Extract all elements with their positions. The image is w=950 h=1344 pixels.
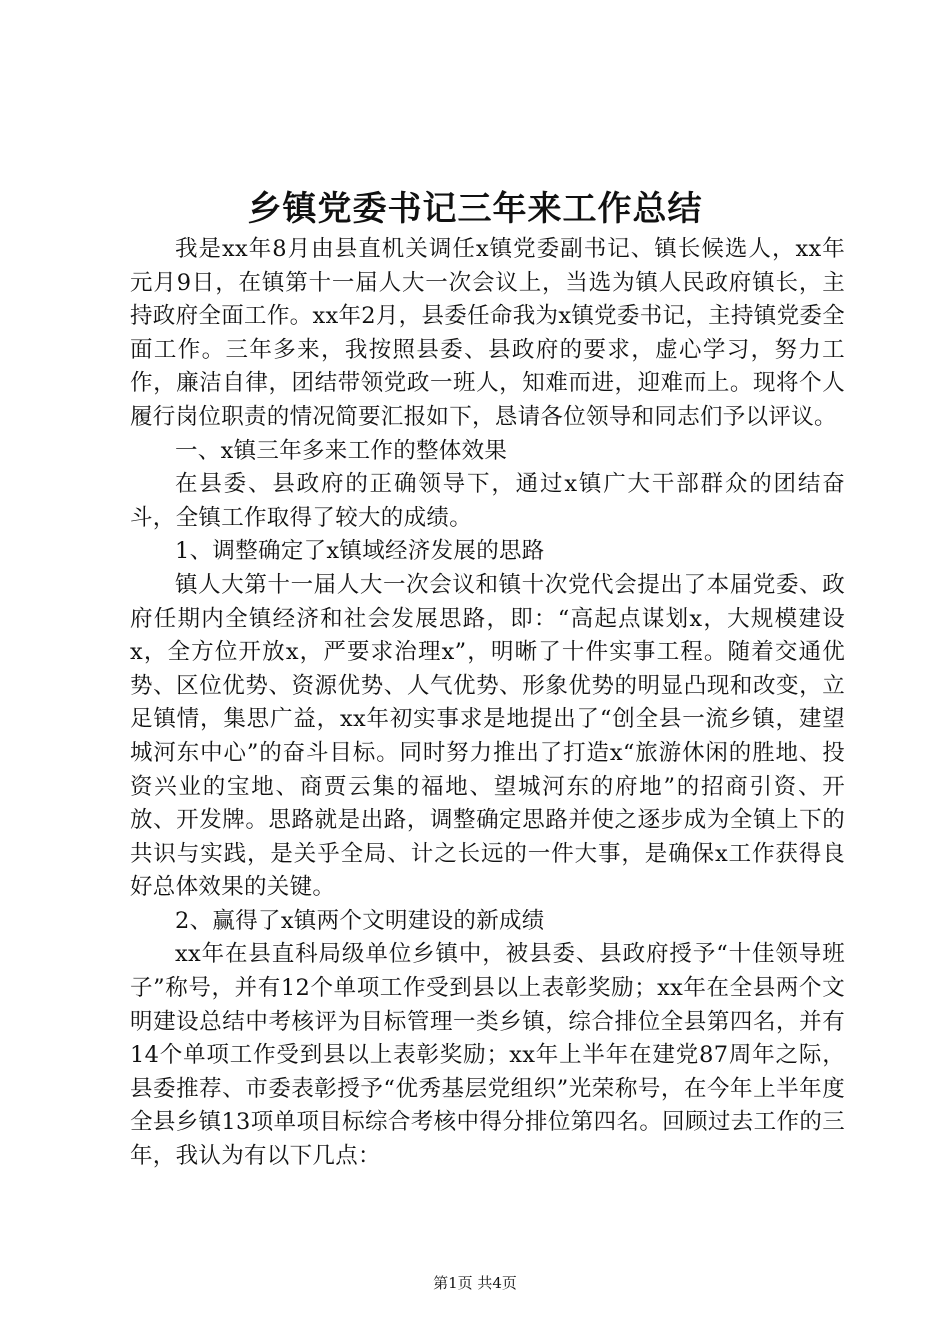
- development-ideas-paragraph: 镇人大第十一届人大一次会议和镇十次党代会提出了本届党委、政府任期内全镇经济和社会发展思路，即：“高起点谋划x，大规模建设x，全方位开放x，严要求治理x”，明晰了十件实事工程。随着交通优势、区位优势、资源优势、人气优势、形象优势的明显凸现和改变，立足镇情，集思广益，xx年初实事求是地提出了“创全县一流乡镇，建望城河东中心”的奋斗目标。同时努力推出了打造x“旅游休闲的胜地、投资兴业的宝地、商贾云集的福地、望城河东的府地”的招商引资、开放、开发牌。思路就是出路，调整确定思路并使之逐步成为全镇上下的共识与实践，是关乎全局、计之长远的一件大事，是确保x工作获得良好总体效果的关键。: [130, 571, 845, 901]
- subsection-heading-development-ideas: 1、调整确定了x镇域经济发展的思路: [175, 538, 545, 565]
- achievements-paragraph: xx年在县直科局级单位乡镇中，被县委、县政府授予“十佳领导班子”称号，并有12个单项工作受到县以上表彰奖励；xx年在全县两个文明建设总结中考核评为目标管理一类乡镇，综合排位全县第四名，并有14个单项工作受到县以上表彰奖励；xx年上半年在建党87周年之际，县委推荐、市委表彰授予“优秀基层党组织”光荣称号，在今年上半年度全县乡镇13项单项目标综合考核中得分排位第四名。回顾过去工作的三年，我认为有以下几点：: [130, 941, 845, 1170]
- subsection-heading-achievements: 2、赢得了x镇两个文明建设的新成绩: [175, 907, 545, 934]
- intro-paragraph: 我是xx年8月由县直机关调任x镇党委副书记、镇长候选人，xx年元月9日，在镇第十一届人大一次会议上，当选为镇人民政府镇长，主持政府全面工作。xx年2月，县委任命我为x镇党委书记，主持镇党委全面工作。三年多来，我按照县委、县政府的要求，虚心学习，努力工作，廉洁自律，团结带领党政一班人，知难而进，迎难而上。现将个人履行岗位职责的情况简要汇报如下，恳请各位领导和同志们予以评议。: [130, 236, 845, 430]
- section-heading-overall-effect: 一、x镇三年多来工作的整体效果: [175, 437, 508, 464]
- document-body: [130, 233, 845, 1174]
- document-title: 乡镇党委书记三年来工作总结: [247, 189, 703, 229]
- page-number-footer: 第1页 共4页: [433, 1274, 517, 1292]
- overall-effect-paragraph: 在县委、县政府的正确领导下，通过x镇广大干部群众的团结奋斗，全镇工作取得了较大的成绩。: [130, 471, 845, 531]
